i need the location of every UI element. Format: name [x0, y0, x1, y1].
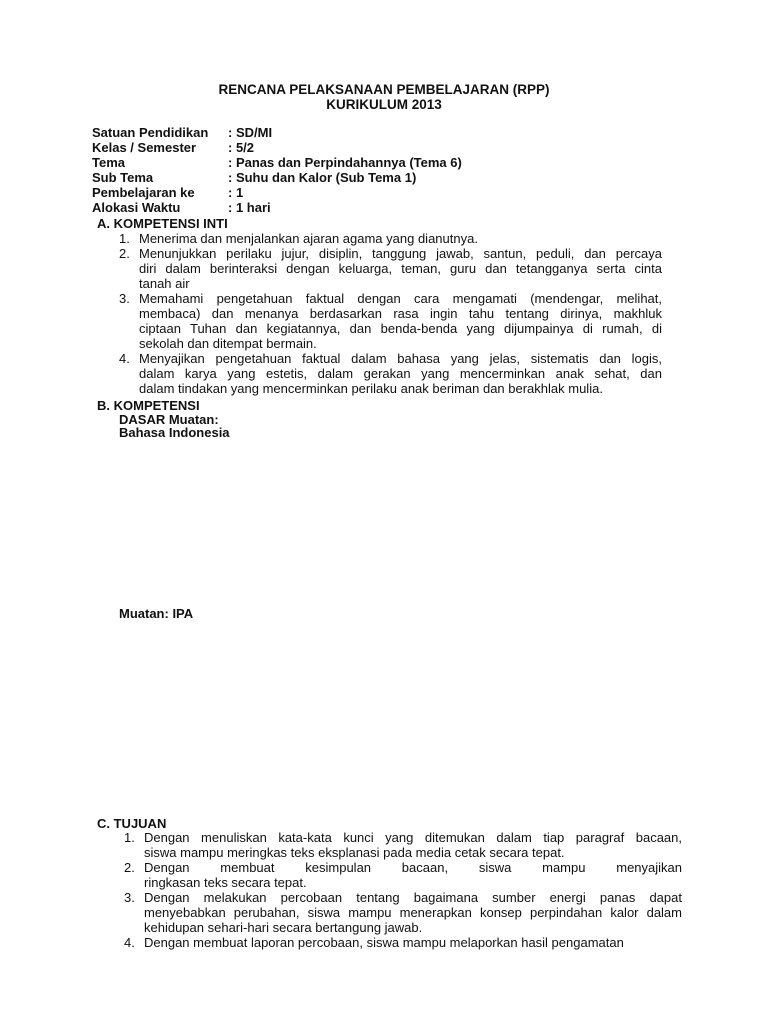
- list-item-line: kehidupan sehari-hari secara bertangung jawab.: [144, 920, 423, 935]
- list-item: [119, 246, 662, 291]
- identity-value: : SD/MI: [228, 125, 273, 140]
- identity-row: [92, 185, 243, 200]
- identity-label: Satuan Pendidikan: [92, 125, 209, 140]
- muatan-ipa-label: Muatan: IPA: [119, 606, 194, 621]
- list-item: [119, 231, 662, 246]
- list-item-line: Dengan melakukan percobaan tentang bagaimana sumber energi panas dapat: [144, 890, 682, 905]
- section-b-subheading: DASAR Muatan:: [119, 412, 219, 427]
- identity-value: : Suhu dan Kalor (Sub Tema 1): [228, 170, 417, 185]
- list-item-line: ciptaan Tuhan dan kegiatannya, dan benda-benda yang dijumpainya di rumah, di: [139, 321, 662, 336]
- identity-row: [92, 155, 462, 170]
- list-item-number: 2.: [119, 246, 130, 261]
- identity-row: [92, 125, 272, 140]
- list-item-line: Dengan membuat laporan percobaan, siswa mampu melaporkan hasil pengamatan: [144, 935, 624, 950]
- identity-label: Pembelajaran ke: [92, 185, 195, 200]
- list-item-line: Menunjukkan perilaku jujur, disiplin, tanggung jawab, santun, peduli, dan percaya: [139, 246, 662, 261]
- identity-row: [92, 170, 416, 185]
- list-item-line: Menerima dan menjalankan ajaran agama yang dianutnya.: [139, 231, 478, 246]
- list-item-line: siswa mampu meringkas teks eksplanasi pada media cetak secara tepat.: [144, 845, 565, 860]
- list-item: [124, 890, 682, 935]
- list-item-line: menyebabkan perubahan, siswa mampu menerapkan konsep perpindahan kalor dalam: [144, 905, 682, 920]
- list-item-line: Memahami pengetahuan faktual dengan cara mengamati (mendengar, melihat,: [139, 291, 662, 306]
- identity-row: [92, 140, 254, 155]
- list-item-line: sekolah dan ditempat bermain.: [139, 336, 317, 351]
- kompetensi-inti-list: [119, 231, 662, 396]
- identity-label: Tema: [92, 155, 125, 170]
- document-subtitle: KURIKULUM 2013: [326, 97, 442, 112]
- list-item-line: membaca) dan menanya berdasarkan rasa ingin tahu tentang dirinya, makhluk: [139, 306, 662, 321]
- list-item-number: 4.: [119, 351, 130, 366]
- list-item-line: dalam tindakan yang mencerminkan perilaku anak beriman dan berakhlak mulia.: [139, 381, 603, 396]
- identity-value: : 1 hari: [228, 200, 271, 215]
- list-item-number: 2.: [124, 860, 135, 875]
- list-item-line: diri dalam berinteraksi dengan keluarga, teman, guru dan tetangganya serta cinta: [139, 261, 662, 276]
- list-item: [124, 935, 682, 950]
- identity-value: : 5/2: [228, 140, 255, 155]
- identity-label: Kelas / Semester: [92, 140, 197, 155]
- list-item-number: 4.: [124, 935, 135, 950]
- identity-value: : Panas dan Perpindahannya (Tema 6): [228, 155, 462, 170]
- list-item-line: ringkasan teks secara tepat.: [144, 875, 307, 890]
- list-item-line: Dengan menuliskan kata-kata kunci yang ditemukan dalam tiap paragraf bacaan,: [144, 830, 682, 845]
- section-b-heading: B. KOMPETENSI: [97, 398, 200, 413]
- list-item-line: tanah air: [139, 276, 190, 291]
- list-item-line: dalam karya yang estetis, dalam gerakan yang mencerminkan anak sehat, dan: [139, 366, 662, 381]
- list-item-number: 1.: [119, 231, 130, 246]
- tujuan-list: [124, 830, 682, 950]
- identity-row: [92, 200, 271, 215]
- list-item-line: Dengan membuat kesimpulan bacaan, siswa mampu menyajikan: [144, 860, 682, 875]
- document-title: RENCANA PELAKSANAAN PEMBELAJARAN (RPP): [218, 82, 550, 97]
- list-item-number: 3.: [119, 291, 130, 306]
- identity-label: Sub Tema: [92, 170, 154, 185]
- list-item-number: 3.: [124, 890, 135, 905]
- list-item: [119, 351, 662, 396]
- identity-label: Alokasi Waktu: [92, 200, 181, 215]
- list-item-line: Menyajikan pengetahuan faktual dalam bahasa yang jelas, sistematis dan logis,: [139, 351, 662, 366]
- section-c-heading: C. TUJUAN: [97, 816, 167, 831]
- list-item: [124, 830, 682, 860]
- muatan-bahasa-indonesia-label: Bahasa Indonesia: [119, 425, 230, 440]
- section-a-heading: A. KOMPETENSI INTI: [97, 216, 228, 231]
- list-item-number: 1.: [124, 830, 135, 845]
- list-item: [124, 860, 682, 890]
- identity-value: : 1: [228, 185, 244, 200]
- list-item: [119, 291, 662, 351]
